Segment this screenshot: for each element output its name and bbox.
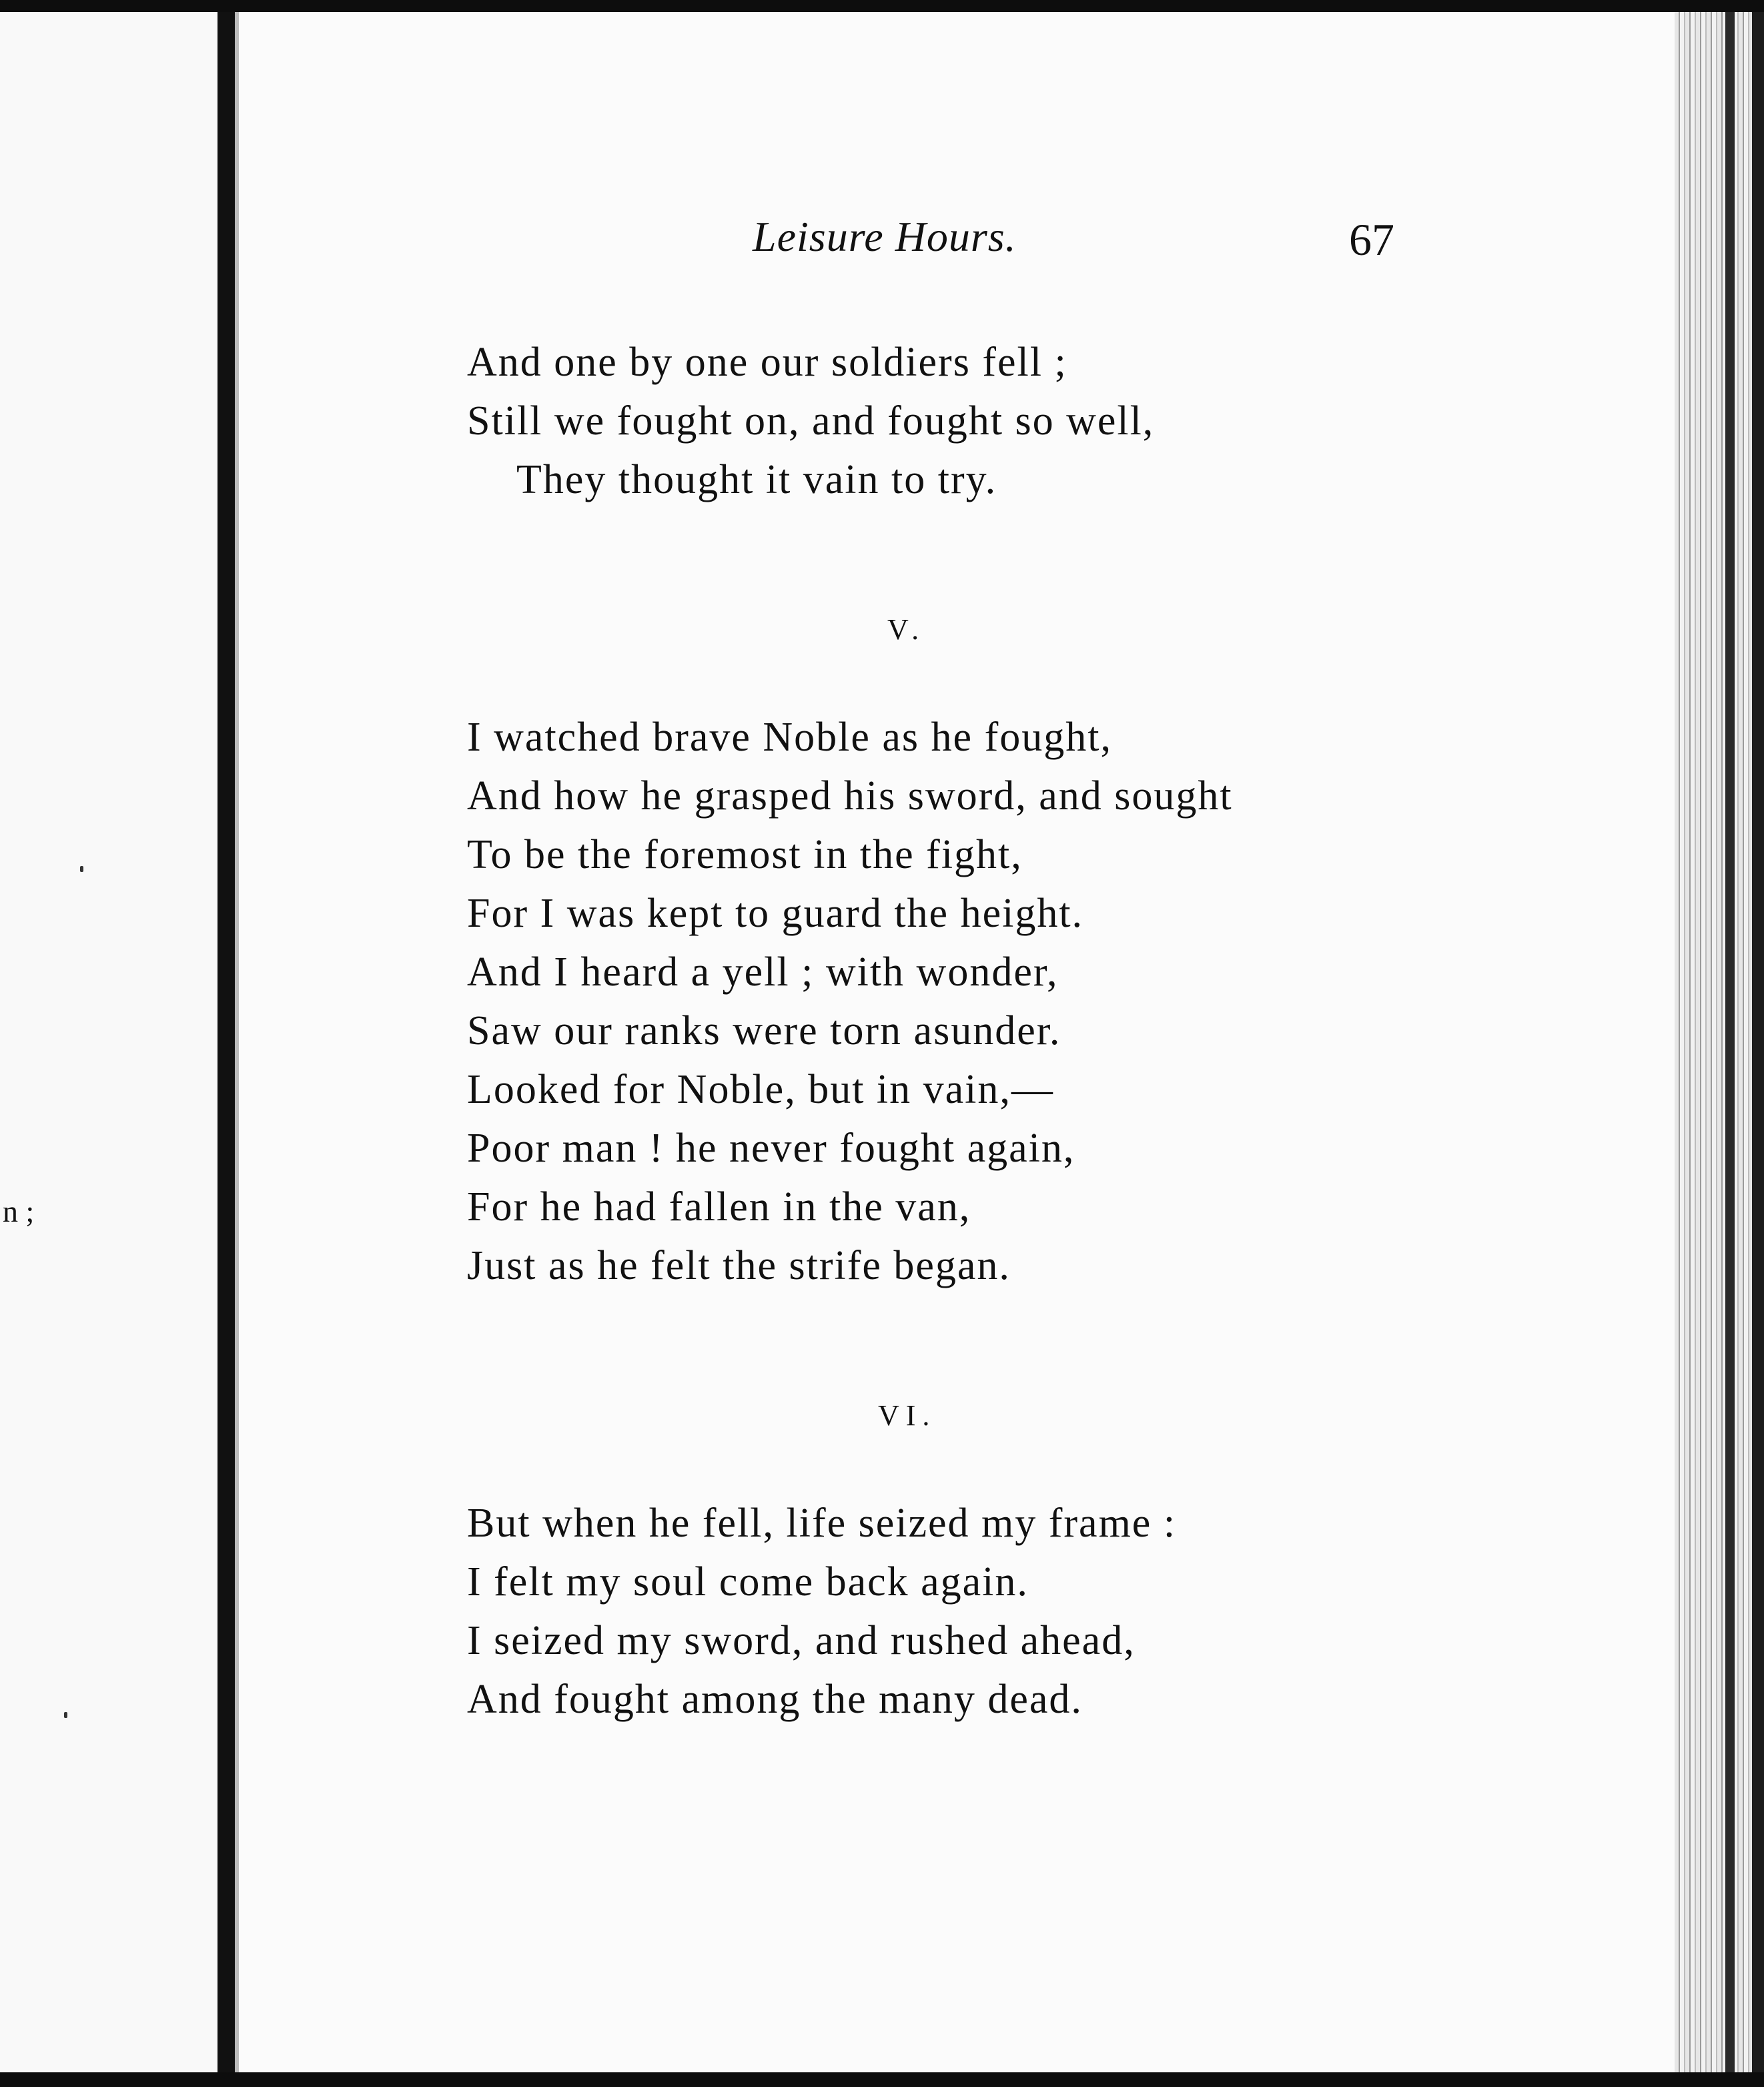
book-gutter bbox=[217, 12, 235, 2072]
verse-line: I felt my soul come back again. bbox=[467, 1559, 1029, 1605]
ink-speck bbox=[80, 866, 83, 872]
verse-line: But when he fell, life seized my frame : bbox=[467, 1501, 1177, 1546]
previous-page bbox=[0, 12, 217, 2072]
verse-line: They thought it vain to try. bbox=[516, 457, 997, 502]
section-number: VI. bbox=[878, 1399, 937, 1432]
section-number: V. bbox=[887, 613, 926, 646]
verse-line: I watched brave Noble as he fought, bbox=[467, 715, 1112, 760]
verse-line: For I was kept to guard the height. bbox=[467, 891, 1084, 936]
page-block-edges bbox=[1675, 12, 1764, 2072]
scan-bottom-edge bbox=[0, 2072, 1764, 2087]
verse-line: And one by one our soldiers fell ; bbox=[467, 340, 1067, 385]
page-number: 67 bbox=[1349, 214, 1394, 265]
running-head: Leisure Hours. bbox=[753, 213, 1017, 260]
verse-line: I seized my sword, and rushed ahead, bbox=[467, 1618, 1136, 1663]
verse-line: To be the foremost in the fight, bbox=[467, 832, 1023, 877]
page-block-outer-edge bbox=[1752, 12, 1764, 2072]
verse-line: Looked for Noble, but in vain,— bbox=[467, 1067, 1054, 1112]
verse-line: Poor man ! he never fought again, bbox=[467, 1126, 1075, 1171]
previous-page-text-fragment: n ; bbox=[3, 1194, 35, 1228]
scan-top-edge bbox=[0, 0, 1764, 12]
verse-line: For he had fallen in the van, bbox=[467, 1184, 971, 1230]
verse-line: And how he grasped his sword, and sought bbox=[467, 773, 1233, 819]
gutter-shadow bbox=[235, 12, 239, 2072]
ink-speck bbox=[64, 1712, 67, 1718]
verse-line: Just as he felt the strife began. bbox=[467, 1243, 1011, 1288]
verse-line: Still we fought on, and fought so well, bbox=[467, 398, 1155, 444]
verse-line: And I heard a yell ; with wonder, bbox=[467, 949, 1059, 995]
page-block-shadow bbox=[1725, 12, 1735, 2072]
verse-line: Saw our ranks were torn asunder. bbox=[467, 1008, 1061, 1054]
verse-line: And fought among the many dead. bbox=[467, 1677, 1083, 1722]
